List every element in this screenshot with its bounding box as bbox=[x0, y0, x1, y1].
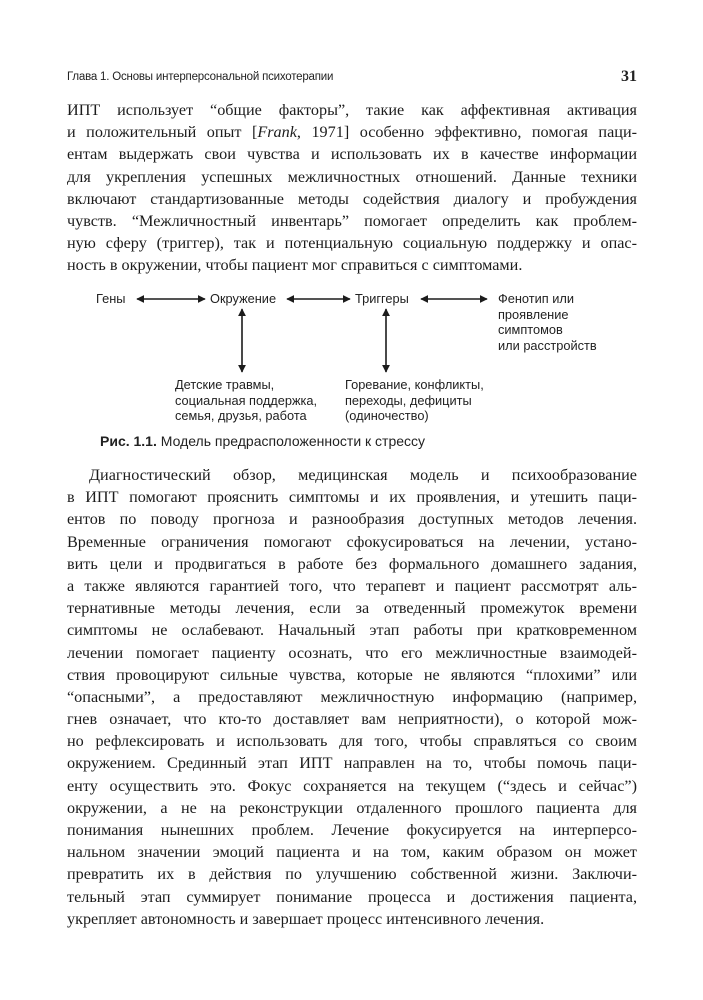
text-line: лечении помогает пациенту осознать, что его межличностные взаимодей- bbox=[67, 643, 637, 662]
text-line: превратить их в действия по улучшению собственной жизни. Заключи- bbox=[67, 865, 637, 884]
text-line: но рефлексировать и использовать для того, чтобы справляться со своим bbox=[67, 732, 637, 751]
figure-caption bbox=[100, 433, 425, 449]
citation-rest: , 1971] особенно эффективно, помогая паци- bbox=[296, 123, 637, 142]
page-number: 31 bbox=[621, 68, 637, 85]
text-line: а также являются гарантией того, что терапевт и пациент рассмотрят аль- bbox=[67, 576, 637, 595]
figure-number: Рис. 1.1. bbox=[100, 433, 157, 449]
text-fragment: и положительный опыт [ bbox=[67, 123, 258, 142]
text-line: ентов по поводу прогноза и разнообразия доступных методов лечения. bbox=[67, 510, 637, 529]
text-line: укрепляет автономность и завершает процесс интенсивного лечения. bbox=[67, 909, 545, 928]
text-line: понимания нынешних проблем. Лечение фокусируется на интерперсо- bbox=[67, 821, 637, 839]
text-line: окружении, а не на реконструкции отдаленного прошлого пациента для bbox=[67, 798, 637, 817]
text-line: ную сферу (триггер), так и потенциальную социальную поддержку и опас- bbox=[67, 234, 637, 253]
text-line: для укрепления успешных межличностных отношений. Данные техники bbox=[67, 167, 637, 186]
text-line: в ИПТ помогают прояснить симптомы и их проявления, и утешить паци- bbox=[67, 488, 637, 507]
node-genes: Гены bbox=[96, 291, 126, 306]
text-line: ность в окружении, чтобы пациент мог справиться с симптомами. bbox=[67, 256, 523, 275]
node-childhood-trauma: Детские травмы, социальная поддержка, семья, друзья, работа bbox=[175, 377, 318, 423]
text-line: вить цели и продвигаться в работе без формального домашнего задания, bbox=[67, 554, 637, 573]
text-line: тернативные методы лечения, если за отведенный промежуток времени bbox=[67, 599, 637, 618]
body-paragraph-2 bbox=[67, 464, 637, 930]
text-line: енту осуществить это. Фокус сохраняется на текущем (“здесь и сейчас”) bbox=[67, 776, 637, 795]
text-line: тельный этап суммирует понимание процесса и достижения пациента, bbox=[67, 887, 637, 906]
text-line: “опасными”, а предоставляют межличностную информацию (например, bbox=[67, 687, 637, 706]
citation-author: Frank bbox=[257, 123, 297, 142]
node-grief-conflicts: Горевание, конфликты, переходы, дефициты (одиночество) bbox=[345, 377, 484, 423]
node-environment: Окружение bbox=[210, 291, 277, 306]
text-line: ИПТ использует “общие факторы”, такие как аффективная активация bbox=[67, 101, 637, 119]
text-line: нальном значении эмоций пациента и на том, каким образом он может bbox=[67, 843, 637, 862]
running-head: Глава 1. Основы интерперсональной психотерапии bbox=[67, 71, 334, 83]
text-line: Диагностический обзор, медицинская модель и психообразование bbox=[89, 466, 637, 484]
text-line: Временные ограничения помогают сфокусироваться на лечении, устано- bbox=[67, 532, 637, 551]
node-triggers: Триггеры bbox=[355, 291, 409, 306]
node-phenotype: Фенотип или проявление симптомов или расстройств bbox=[498, 291, 597, 353]
text-line: гнев означает, что кто-то доставляет вам неприятности), о которой мож- bbox=[67, 710, 637, 729]
text-line: симптомы не ослабевают. Начальный этап работы при кратковременном bbox=[67, 621, 637, 640]
text-line: чувств. “Межличностный инвентарь” помогает определить как проблем- bbox=[67, 211, 637, 230]
text-line bbox=[67, 121, 637, 143]
text-line: окружением. Срединный этап ИПТ направлен на то, чтобы помочь паци- bbox=[67, 754, 637, 773]
text-line: ентам выдержать свои чувства и использовать их в качестве информации bbox=[67, 145, 637, 164]
text-line: ствия провоцируют сильные чувства, которые не являются “плохими” или bbox=[67, 665, 637, 684]
figure-title: Модель предрасположенности к стрессу bbox=[156, 433, 426, 449]
body-paragraph-1 bbox=[67, 99, 637, 277]
text-line: включают стандартизованные методы содействия диалогу и пробуждения bbox=[67, 189, 637, 208]
